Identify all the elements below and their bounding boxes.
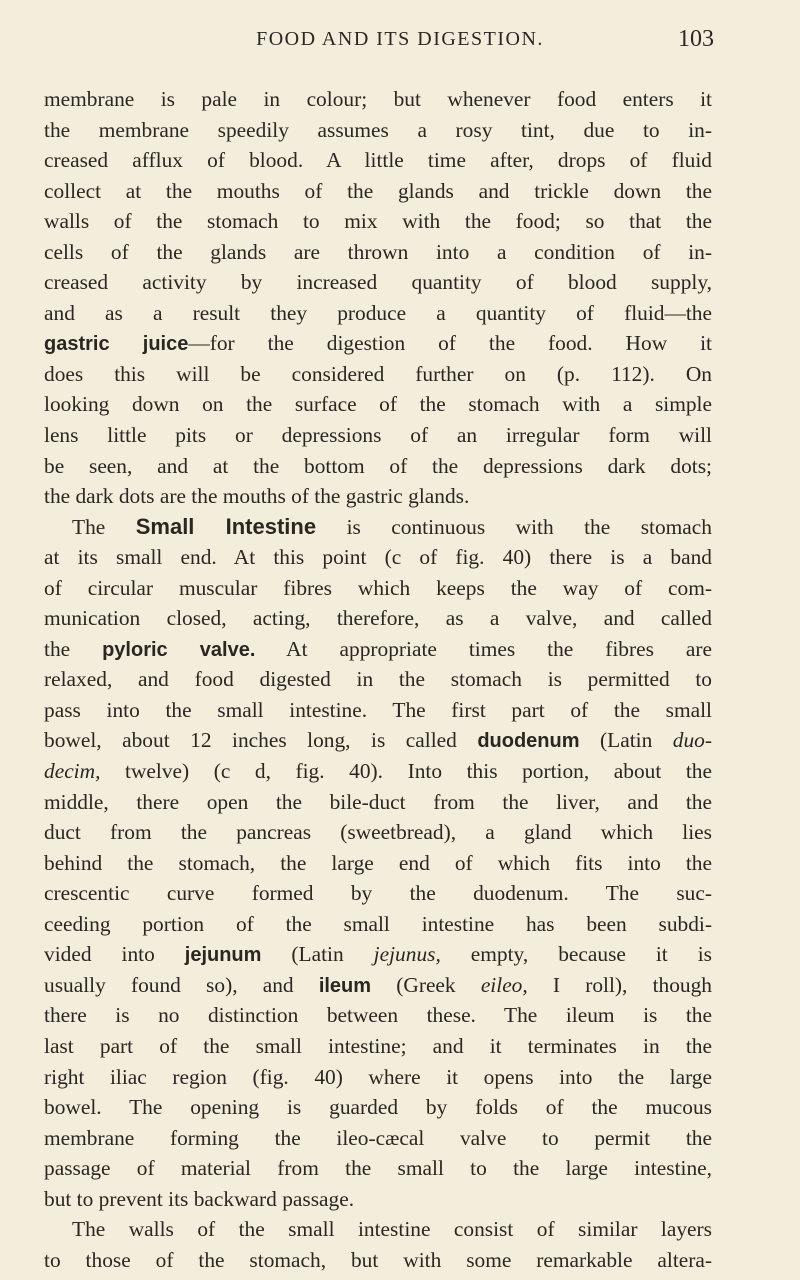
text-run: (Latin bbox=[261, 942, 374, 967]
text-run: membrane is pale in colour; but whenever food enters it bbox=[44, 87, 712, 111]
text-run: munication closed, acting, therefore, as a valve, and called bbox=[44, 606, 712, 631]
text-line bbox=[44, 1031, 712, 1062]
text-line bbox=[44, 451, 712, 482]
text-line bbox=[44, 389, 712, 420]
text-run: be seen, and at the bottom of the depressions dark dots; bbox=[44, 453, 712, 478]
text-run: The walls of the small intestine consist of similar layers bbox=[72, 1217, 712, 1242]
text-line bbox=[44, 542, 712, 573]
text-line bbox=[44, 115, 712, 146]
text-run: pass into the small intestine. The first part of the small bbox=[44, 697, 712, 722]
text-line bbox=[44, 1092, 712, 1123]
text-line bbox=[44, 634, 712, 665]
text-line bbox=[44, 603, 712, 634]
text-line bbox=[44, 145, 712, 176]
text-line bbox=[44, 298, 712, 329]
latin-word: duo- bbox=[672, 728, 712, 753]
text-run: does this will be considered further on (p. 112). On bbox=[44, 361, 712, 386]
text-run: cells of the glands are thrown into a condition of in- bbox=[44, 239, 712, 264]
text-run: At appropriate times the fibres are bbox=[255, 636, 712, 661]
text-run: ceeding portion of the small intestine has been subdi- bbox=[44, 911, 712, 936]
page-number: 103 bbox=[678, 26, 714, 52]
running-head bbox=[0, 28, 800, 68]
text-line bbox=[44, 756, 712, 787]
running-title: FOOD AND ITS DIGESTION. bbox=[256, 28, 544, 50]
text-line bbox=[44, 1184, 712, 1215]
text-line bbox=[44, 1062, 712, 1093]
term-jejunum: jejunum bbox=[184, 944, 262, 967]
text-run: behind the stomach, the large end of which fits into the bbox=[44, 850, 712, 875]
text-line bbox=[44, 1214, 712, 1245]
text-run: looking down on the surface of the stomach with a simple bbox=[44, 392, 712, 417]
text-line bbox=[44, 1153, 712, 1184]
text-line bbox=[44, 420, 712, 451]
text-line bbox=[44, 84, 712, 115]
text-line bbox=[44, 206, 712, 237]
text-run: crescentic curve formed by the duodenum. The suc- bbox=[44, 881, 712, 906]
text-line bbox=[44, 512, 712, 543]
text-run: bowel, about 12 inches long, is called bbox=[44, 728, 478, 753]
text-line bbox=[44, 176, 712, 207]
text-run: last part of the small intestine; and it terminates in the bbox=[44, 1033, 712, 1058]
term-duodenum: duodenum bbox=[477, 730, 580, 753]
text-run: lens little pits or depressions of an irregular form will bbox=[44, 423, 712, 448]
text-line bbox=[44, 909, 712, 940]
text-run: the membrane speedily assumes a rosy tint, due to in- bbox=[44, 117, 712, 142]
text-run: twelve) (c d, fig. 40). Into this portion, about the bbox=[100, 759, 712, 784]
text-run: —for the digestion of the food. How it bbox=[188, 331, 712, 356]
text-run: at its small end. At this point (c of fig. 40) there is a band bbox=[44, 545, 712, 570]
body-text bbox=[44, 84, 712, 1275]
text-run: empty, because it is bbox=[440, 942, 712, 967]
text-run: collect at the mouths of the glands and trickle down the bbox=[44, 178, 712, 203]
text-line bbox=[44, 1245, 712, 1276]
text-line bbox=[44, 664, 712, 695]
text-line bbox=[44, 878, 712, 909]
text-run: is continuous with the stomach bbox=[316, 514, 712, 539]
text-line bbox=[44, 1123, 712, 1154]
text-run: right iliac region (fig. 40) where it opens into the large bbox=[44, 1064, 712, 1089]
text-run: membrane forming the ileo-cæcal valve to permit the bbox=[44, 1125, 712, 1150]
term-gastric-juice: gastric juice bbox=[44, 333, 189, 356]
text-line bbox=[44, 237, 712, 268]
text-line bbox=[44, 267, 712, 298]
latin-word: jejunus, bbox=[373, 942, 441, 967]
text-line bbox=[44, 573, 712, 604]
text-run: duct from the pancreas (sweetbread), a gland which lies bbox=[44, 820, 712, 845]
text-line bbox=[44, 939, 712, 970]
text-line bbox=[44, 695, 712, 726]
text-run: and as a result they produce a quantity of fluid—the bbox=[44, 300, 712, 325]
text-run: (Greek bbox=[371, 972, 481, 997]
text-run: the dark dots are the mouths of the gastric glands. bbox=[44, 484, 470, 509]
text-run: to those of the stomach, but with some remarkable altera- bbox=[44, 1247, 712, 1272]
latin-word: decim, bbox=[44, 759, 101, 784]
text-run: (Latin bbox=[579, 728, 673, 753]
text-line bbox=[44, 359, 712, 390]
text-run: I roll), though bbox=[527, 972, 712, 997]
text-line bbox=[44, 817, 712, 848]
text-run: usually found so), and bbox=[44, 972, 319, 997]
text-run: vided into bbox=[44, 942, 185, 967]
text-run: relaxed, and food digested in the stomach is permitted to bbox=[44, 667, 712, 692]
text-run: middle, there open the bile-duct from the liver, and the bbox=[44, 789, 712, 814]
section-heading-small-intestine: Small Intestine bbox=[135, 513, 317, 539]
term-pyloric-valve: pyloric valve. bbox=[102, 638, 256, 661]
text-line bbox=[44, 725, 712, 756]
text-run: there is no distinction between these. The ileum is the bbox=[44, 1003, 712, 1028]
text-line bbox=[44, 848, 712, 879]
text-run: creased activity by increased quantity of blood supply, bbox=[44, 270, 712, 295]
text-line bbox=[44, 481, 712, 512]
text-line bbox=[44, 787, 712, 818]
text-line bbox=[44, 328, 712, 359]
text-run: bowel. The opening is guarded by folds of the mucous bbox=[44, 1095, 712, 1120]
text-line bbox=[44, 1000, 712, 1031]
text-run: The bbox=[72, 514, 136, 539]
text-run: walls of the stomach to mix with the food; so that the bbox=[44, 209, 712, 234]
text-line bbox=[44, 970, 712, 1001]
term-ileum: ileum bbox=[318, 974, 372, 997]
text-run: but to prevent its backward passage. bbox=[44, 1186, 355, 1211]
text-run: the bbox=[44, 636, 103, 661]
text-run: of circular muscular fibres which keeps the way of com- bbox=[44, 575, 712, 600]
text-run: passage of material from the small to the large intestine, bbox=[44, 1156, 712, 1181]
greek-word: eileo, bbox=[480, 972, 528, 997]
text-run: creased afflux of blood. A little time after, drops of fluid bbox=[44, 148, 712, 173]
